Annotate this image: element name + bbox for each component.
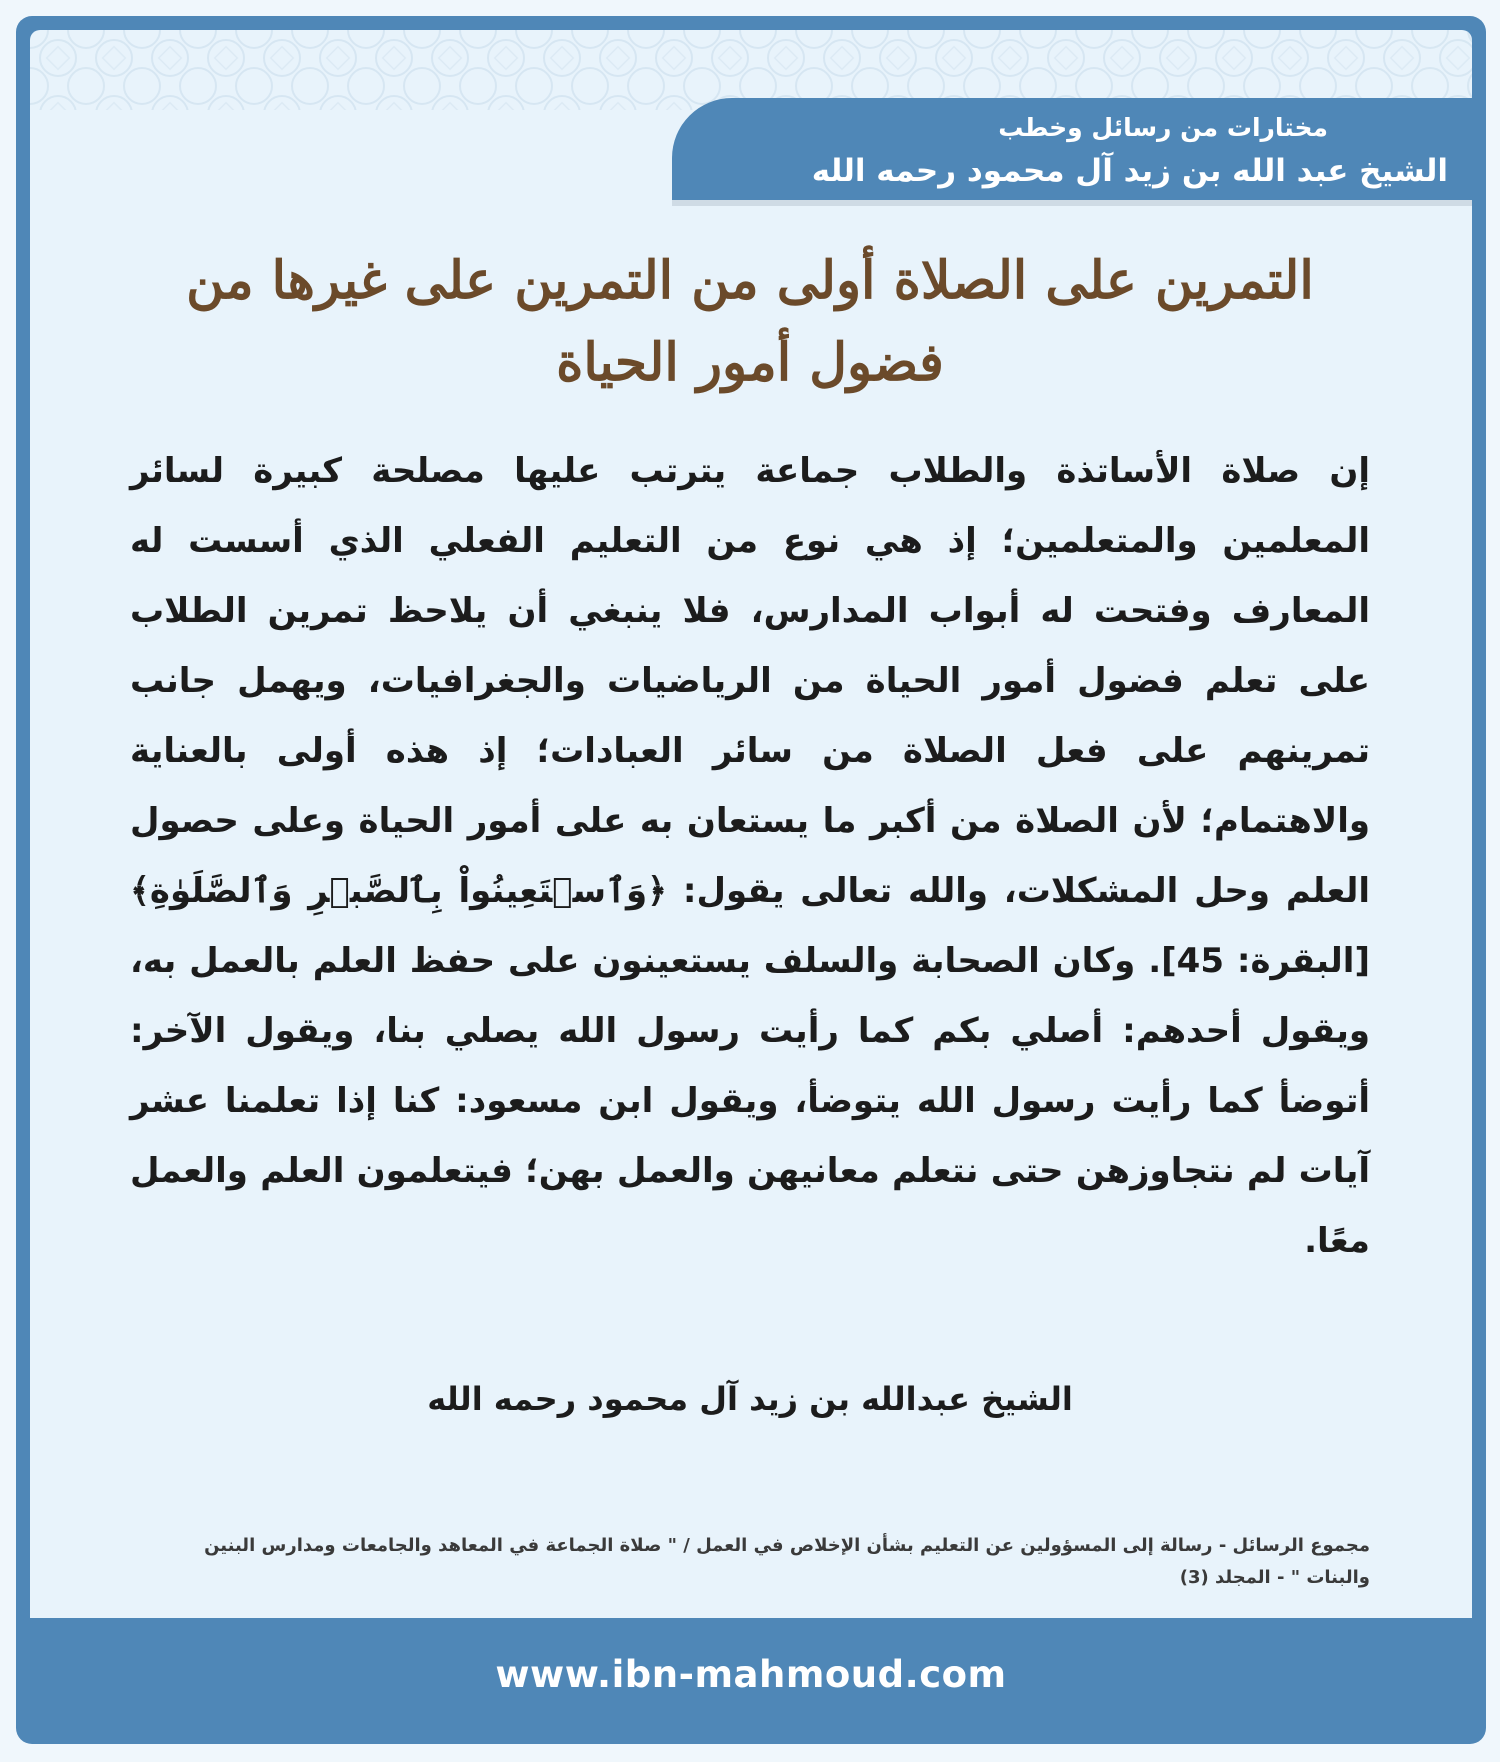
footer-bar xyxy=(16,1618,1486,1744)
series-title: مختارات من رسائل وخطب xyxy=(998,113,1328,142)
article-title: التمرين على الصلاة أولى من التمرين على غيرها من فضول أمور الحياة xyxy=(186,250,1314,393)
outer-frame xyxy=(16,16,1486,1744)
source-citation: مجموع الرسائل - رسالة إلى المسؤولين عن التعليم بشأن الإخلاص في العمل / " صلاة الجماعة في المعاهد والجامعات ومدارس البنين والبنات " - المجلد (3) xyxy=(204,1535,1370,1588)
website-link[interactable]: www.ibn-mahmoud.com xyxy=(495,1652,1007,1696)
header-banner xyxy=(672,98,1472,206)
article-body: إن صلاة الأساتذة والطلاب جماعة يترتب عليها مصلحة كبيرة لسائر المعلمين والمتعلمين؛ إذ هي نوع من التعليم الفعلي الذي أسست له المعارف وفتحت له أبواب المدارس، فلا ينبغي أن يلاحظ تمرين الطلاب على تعلم فضول أمور الحياة من الرياضيات والجغرافيات، ويهمل جانب تمرينهم على فعل الصلاة من سائر العبادات؛ إذ هذه أولى بالعناية والاهتمام؛ لأن الصلاة من أكبر ما يستعان به على أمور الحياة وعلى حصول العلم وحل المشكلات، والله تعالى يقول: ﴿وَٱسۡتَعِينُواْ بِٱلصَّبۡرِ وَٱلصَّلَوٰةِ﴾ [البقرة: 45]. وكان الصحابة والسلف يستعينون على حفظ العلم بالعمل به، ويقول أحدهم: أصلي بكم كما رأيت رسول الله يصلي بنا، ويقول الآخر: أتوضأ كما رأيت رسول الله يتوضأ، ويقول ابن مسعود: كنا إذا تعلمنا عشر آيات لم نتجاوزهن حتى نتعلم معانيهن والعمل بهن؛ فيتعلمون العلم والعمل معًا. xyxy=(130,451,1370,1261)
author-title: الشيخ عبد الله بن زيد آل محمود رحمه الله xyxy=(811,153,1448,189)
author-signature: الشيخ عبدالله بن زيد آل محمود رحمه الله xyxy=(427,1380,1073,1418)
content-card xyxy=(30,30,1472,1618)
